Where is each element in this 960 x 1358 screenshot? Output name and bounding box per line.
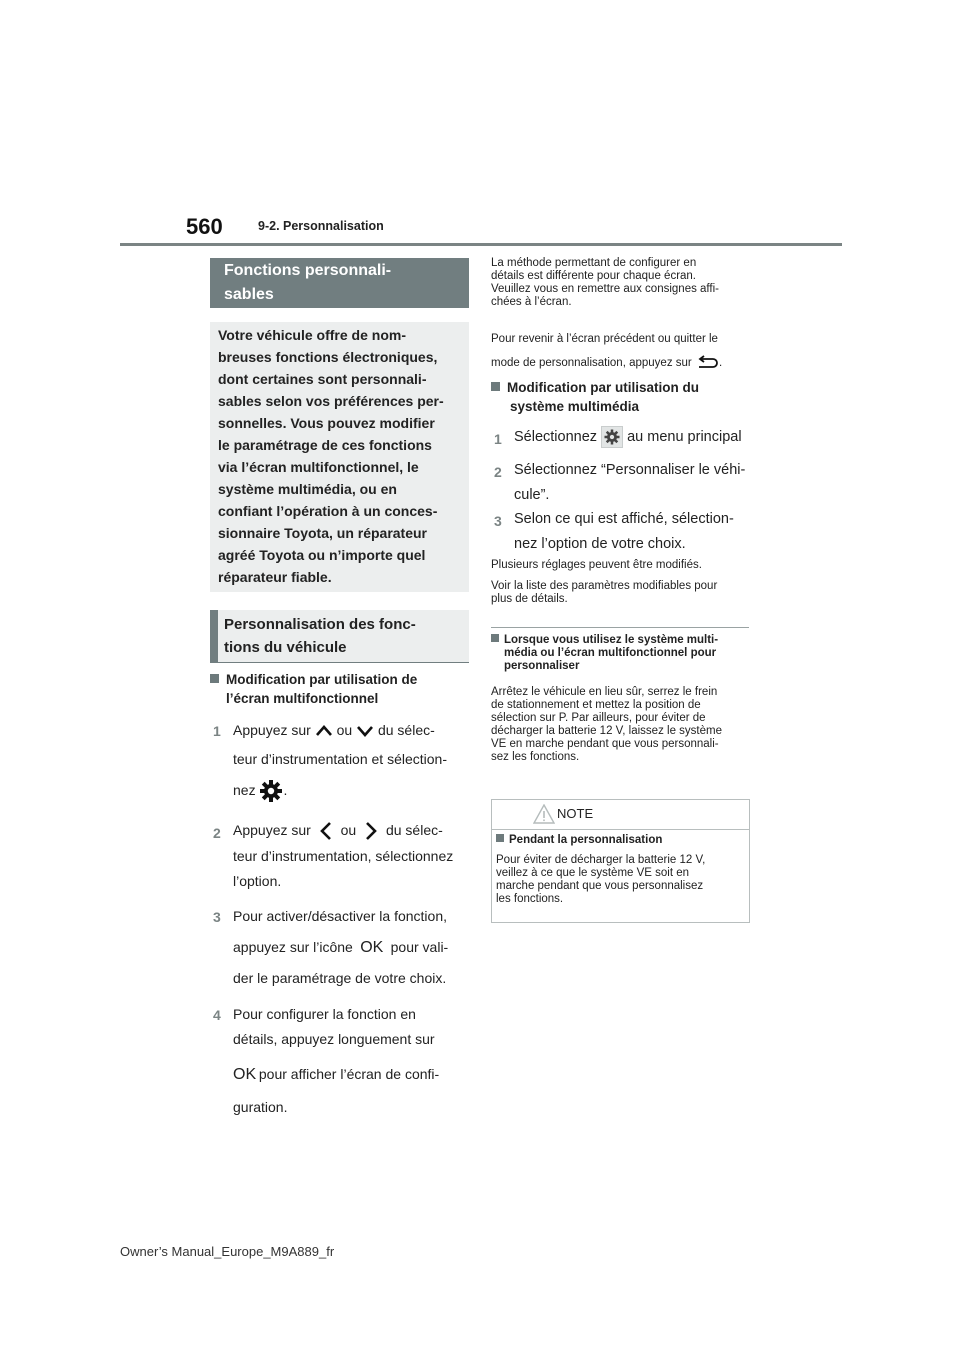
- note-title: NOTE: [557, 806, 594, 821]
- header-rule: [120, 243, 842, 246]
- step-text: détails, appuyez longuement sur: [233, 1031, 435, 1047]
- warning-triangle-icon: [533, 804, 555, 824]
- intro-line: confiant l’opération à un conces-: [218, 503, 438, 519]
- step-number: 3: [213, 909, 221, 925]
- step-1: [233, 718, 473, 803]
- text-line: veillez à ce que le système VE soit en: [496, 867, 690, 879]
- step-text: pour vali-: [390, 939, 449, 955]
- paragraph-plusieurs: Plusieurs réglages peuvent être modifiés.: [491, 559, 702, 571]
- subheading-line: média ou l’écran multifonctionnel pour: [504, 647, 717, 659]
- intro-line: agréé Toyota ou n’importe quel: [218, 547, 426, 563]
- step-text: teur d’instrumentation, sélectionnez: [233, 848, 454, 864]
- intro-line: sonnelles. Vous pouvez modifier: [218, 415, 435, 431]
- step-text: Sélectionnez: [514, 429, 598, 445]
- text-line: sélection sur P. Par ailleurs, pour éviter de: [491, 712, 706, 724]
- back-arrow-icon: [695, 355, 719, 371]
- heading-line: sables: [224, 286, 274, 303]
- step-text: guration.: [233, 1099, 288, 1115]
- text-line: Pour revenir à l’écran précédent ou quitter le: [491, 333, 718, 345]
- settings-button-icon: [601, 426, 623, 448]
- text-line: Veuillez vous en remettre aux consignes affi-: [491, 283, 719, 295]
- text-line: Arrêtez le véhicule en lieu sûr, serrez le frein: [491, 686, 718, 698]
- intro-line: système multimédia, ou en: [218, 481, 397, 497]
- subheading-line: l’écran multifonctionnel: [226, 691, 379, 706]
- text-line: La méthode permettant de configurer en: [491, 257, 697, 269]
- step-text: Sélectionnez “Personnaliser le véhi-: [514, 462, 746, 478]
- section-heading-fonctions: [210, 258, 469, 308]
- intro-line: dont certaines sont personnali-: [218, 371, 427, 387]
- chevron-right-icon: [360, 820, 382, 842]
- text-line: de stationnement et mettez la position de: [491, 699, 701, 711]
- step-number: 4: [213, 1007, 221, 1023]
- intro-line: Votre véhicule offre de nom-: [218, 327, 406, 343]
- intro-line: via l’écran multifonctionnel, le: [218, 459, 419, 475]
- ok-icon: OK: [360, 939, 384, 956]
- footer-text: Owner’s Manual_Europe_M9A889_fr: [120, 1244, 335, 1259]
- step-number: 1: [213, 723, 221, 739]
- step-text: Pour configurer la fonction en: [233, 1006, 416, 1022]
- step-text: Appuyez sur: [233, 822, 311, 838]
- square-bullet-icon: [496, 834, 504, 842]
- chevron-left-icon: [315, 820, 337, 842]
- intro-text: [218, 324, 463, 588]
- step-text: pour afficher l’écran de confi-: [258, 1066, 440, 1082]
- step-text: Pour activer/désactiver la fonction,: [233, 908, 447, 924]
- chevron-up-icon: [315, 724, 333, 738]
- page-number: 560: [186, 214, 223, 239]
- intro-line: breuses fonctions électroniques,: [218, 349, 438, 365]
- step-3: [233, 904, 473, 991]
- square-bullet-icon: [491, 634, 499, 642]
- step-text: du sélec-: [385, 822, 443, 838]
- text-line: mode de personnalisation, appuyez sur: [491, 357, 692, 369]
- chevron-down-icon: [356, 724, 374, 738]
- note-divider: [492, 829, 749, 830]
- gear-icon: [259, 779, 283, 803]
- step-text: der le paramétrage de votre choix.: [233, 970, 447, 986]
- square-bullet-icon: [491, 382, 500, 391]
- subheading-multimedia: [491, 378, 753, 416]
- subheading-line: Modification par utilisation de: [226, 672, 418, 687]
- ok-icon: OK: [233, 1066, 257, 1083]
- text-line: les fonctions.: [496, 893, 564, 905]
- step-1-multimedia: [514, 425, 759, 450]
- subheading-line: personnaliser: [504, 660, 580, 672]
- text-line: marche pendant que vous personnalisez: [496, 880, 704, 892]
- step-text: .: [283, 782, 288, 798]
- section-title: 9-2. Personnalisation: [258, 219, 384, 233]
- subheading-line: Modification par utilisation du: [507, 380, 699, 395]
- divider: [491, 627, 749, 628]
- text-line: .: [718, 357, 723, 369]
- step-text: Selon ce qui est affiché, sélection-: [514, 511, 734, 527]
- paragraph-return: [491, 327, 753, 375]
- text-line: chées à l’écran.: [491, 296, 572, 308]
- heading-line: tions du véhicule: [224, 639, 347, 656]
- text-line: Voir la liste des paramètres modifiables pour: [491, 580, 718, 592]
- step-text: Appuyez sur: [233, 722, 311, 738]
- step-4: [233, 1002, 473, 1120]
- gear-icon: [602, 427, 622, 447]
- square-bullet-icon: [210, 674, 219, 683]
- note-body: [496, 854, 746, 906]
- text-line: détails est différente pour chaque écran.: [491, 270, 697, 282]
- intro-line: le paramétrage de ces fonctions: [218, 437, 432, 453]
- step-text: l’option.: [233, 873, 282, 889]
- paragraph-config: [491, 257, 753, 309]
- text-line: Pour éviter de décharger la batterie 12 V,: [496, 854, 706, 866]
- step-text: teur d’instrumentation et sélection-: [233, 751, 447, 767]
- intro-line: sables selon vos préférences per-: [218, 393, 444, 409]
- step-3-multimedia: [514, 507, 759, 557]
- step-text: nez: [233, 782, 256, 798]
- text-line: VE en marche pendant que vous personnali-: [491, 738, 719, 750]
- subheading-multifonction: [210, 670, 470, 708]
- text-line: plus de détails.: [491, 593, 568, 605]
- heading-line: Personnalisation des fonc-: [224, 616, 416, 633]
- step-number: 2: [213, 825, 221, 841]
- subheading-line: Pendant la personnalisation: [509, 834, 663, 846]
- step-text: du sélec-: [377, 722, 435, 738]
- subheading-lorsque: [491, 634, 753, 673]
- step-text: appuyez sur l’icône: [233, 939, 353, 955]
- subheading-line: Lorsque vous utilisez le système multi-: [504, 634, 719, 646]
- text-line: décharger la batterie 12 V, laissez le système: [491, 725, 722, 737]
- step-number: 1: [494, 431, 502, 447]
- note-subheading: [496, 834, 746, 847]
- section-heading-personnalisation: [224, 613, 464, 659]
- step-text: au menu principal: [627, 429, 742, 445]
- step-number: 3: [494, 513, 502, 529]
- step-text: ou: [340, 822, 357, 838]
- intro-line: sionnaire Toyota, un réparateur: [218, 525, 428, 541]
- step-2-multimedia: [514, 458, 759, 508]
- paragraph-voir-liste: [491, 580, 753, 606]
- step-text: cule”.: [514, 487, 550, 503]
- heading-line: Fonctions personnali-: [224, 262, 392, 279]
- subheading-line: système multimédia: [510, 399, 640, 414]
- step-2: [233, 818, 473, 894]
- paragraph-arretez: [491, 686, 753, 764]
- text-line: sez les fonctions.: [491, 751, 580, 763]
- step-number: 2: [494, 464, 502, 480]
- step-text: nez l’option de votre choix.: [514, 536, 686, 552]
- step-text: ou: [336, 722, 353, 738]
- intro-line: réparateur fiable.: [218, 569, 332, 585]
